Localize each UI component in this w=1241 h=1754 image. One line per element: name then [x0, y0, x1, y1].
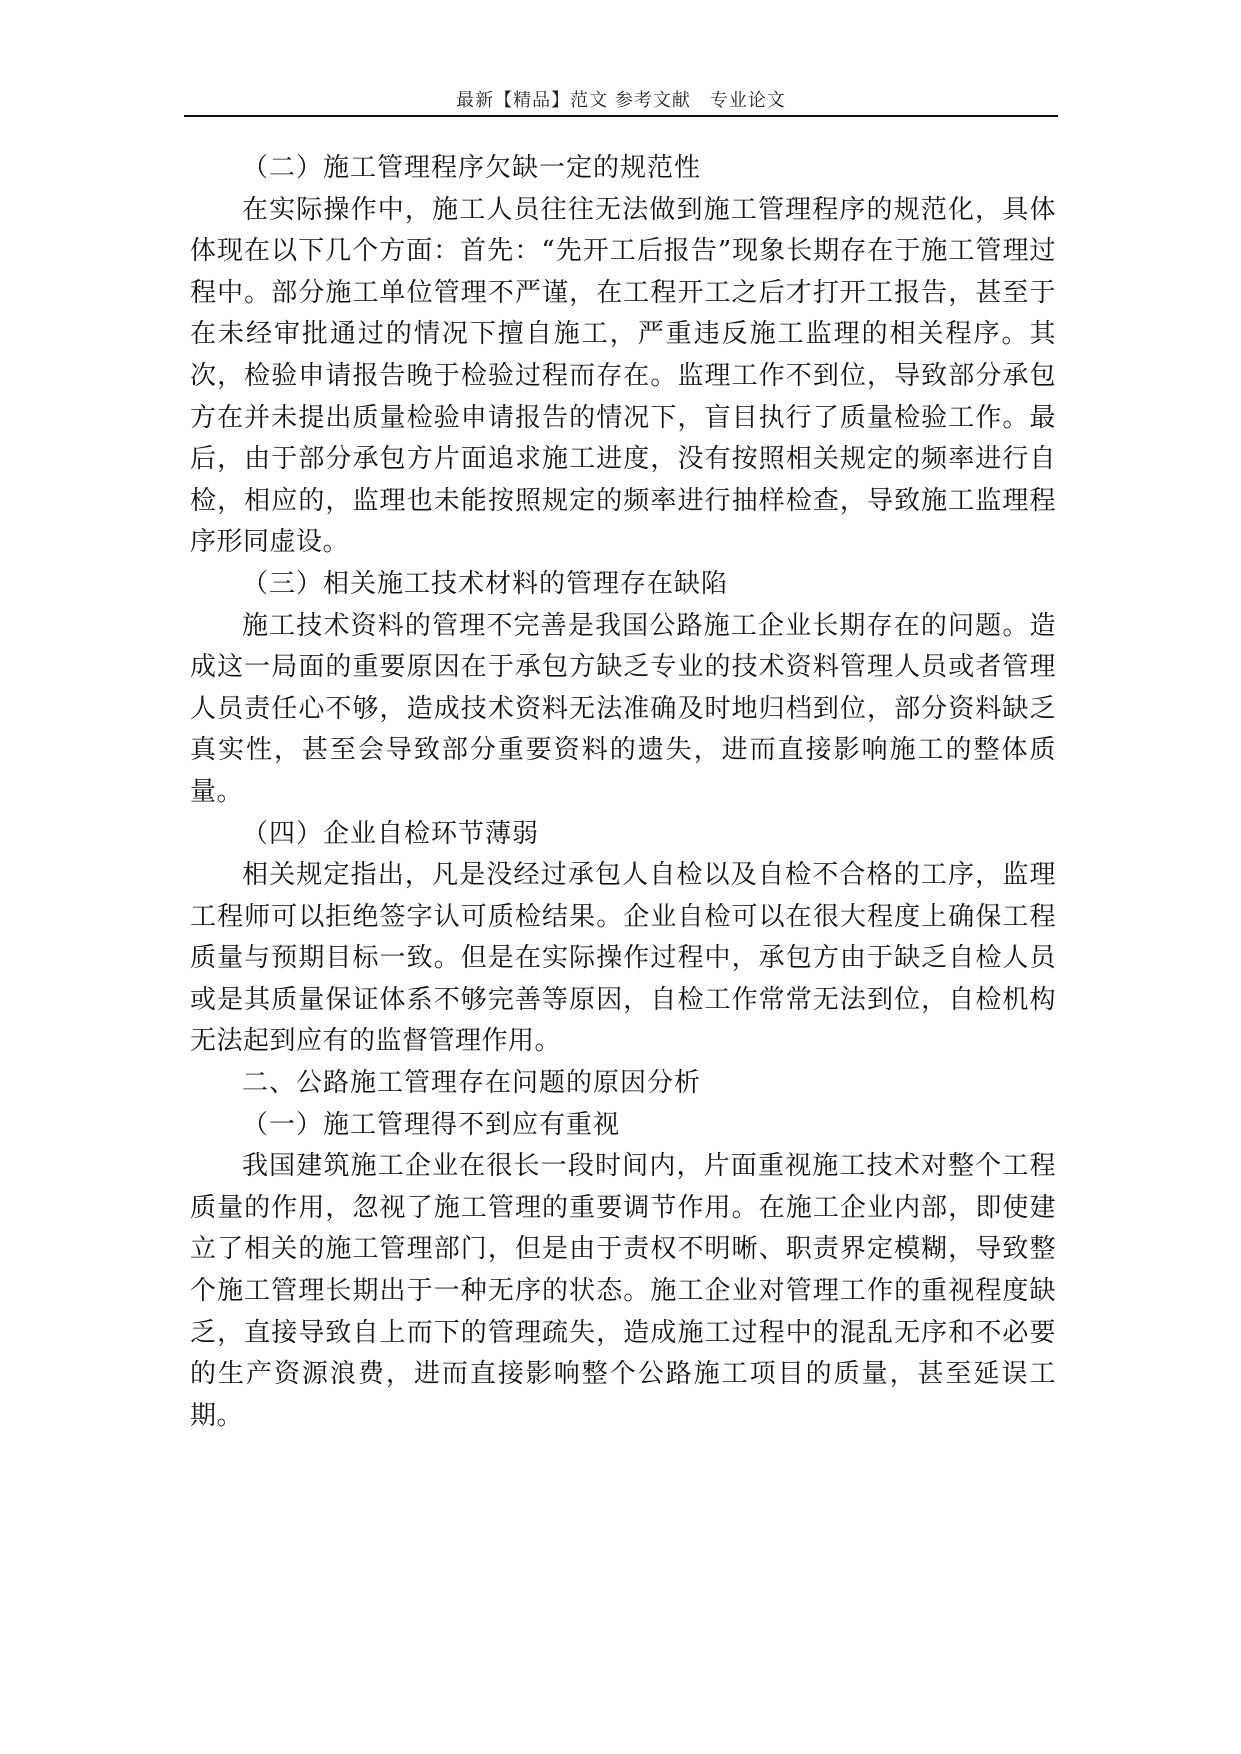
- subheading-technical-materials: （三）相关施工技术材料的管理存在缺陷: [242, 568, 729, 599]
- paragraph-technical-materials: 施工技术资料的管理不完善是我国公路施工企业长期存在的问题。造成这一局面的重要原因在于承包方缺乏专业的技术资料管理人员或者管理人员责任心不够，造成技术资料无法准确及时地归档到位，部分资料缺乏真实性，甚至会导致部分重要资料的遗失，进而直接影响施工的整体质量。: [190, 610, 1056, 807]
- subheading-self-inspection: （四）企业自检环节薄弱: [242, 818, 540, 849]
- header-rule: [184, 115, 1058, 117]
- document-body: [190, 148, 1056, 1437]
- page-header: 最新【精品】范文 参考文献 专业论文: [456, 90, 786, 111]
- subheading-management-attention: （一）施工管理得不到应有重视: [242, 1109, 621, 1140]
- paragraph-self-inspection: 相关规定指出，凡是没经过承包人自检以及自检不合格的工序，监理工程师可以拒绝签字认可质检结果。企业自检可以在很大程度上确保工程质量与预期目标一致。但是在实际操作过程中，承包方由于缺乏自检人员或是其质量保证体系不够完善等原因，自检工作常常无法到位，自检机构无法起到应有的监督管理作用。: [190, 860, 1056, 1057]
- paragraph-management-attention: 我国建筑施工企业在很长一段时间内，片面重视施工技术对整个工程质量的作用，忽视了施工管理的重要调节作用。在施工企业内部，即使建立了相关的施工管理部门，但是由于责权不明晰、职责界定模糊，导致整个施工管理长期出于一种无序的状态。施工企业对管理工作的重视程度缺乏，直接导致自上而下的管理疏失，造成施工过程中的混乱无序和不必要的生产资源浪费，进而直接影响整个公路施工项目的质量，甚至延误工期。: [190, 1151, 1056, 1431]
- paragraph-program-standardization: 在实际操作中，施工人员往往无法做到施工管理程序的规范化，具体体现在以下几个方面：首先：“先开工后报告”现象长期存在于施工管理过程中。部分施工单位管理不严谨，在工程开工之后才打开工报告，甚至于在未经审批通过的情况下擅自施工，严重违反施工监理的相关程序。其次，检验申请报告晚于检验过程而存在。监理工作不到位，导致部分承包方在并未提出质量检验申请报告的情况下，盲目执行了质量检验工作。最后，由于部分承包方片面追求施工进度，没有按照相关规定的频率进行自检，相应的，监理也未能按照规定的频率进行抽样检查，导致施工监理程序形同虚设。: [190, 194, 1056, 558]
- subheading-program-standardization: （二）施工管理程序欠缺一定的规范性: [242, 153, 702, 183]
- section-heading-cause-analysis: 二、公路施工管理存在问题的原因分析: [242, 1068, 702, 1099]
